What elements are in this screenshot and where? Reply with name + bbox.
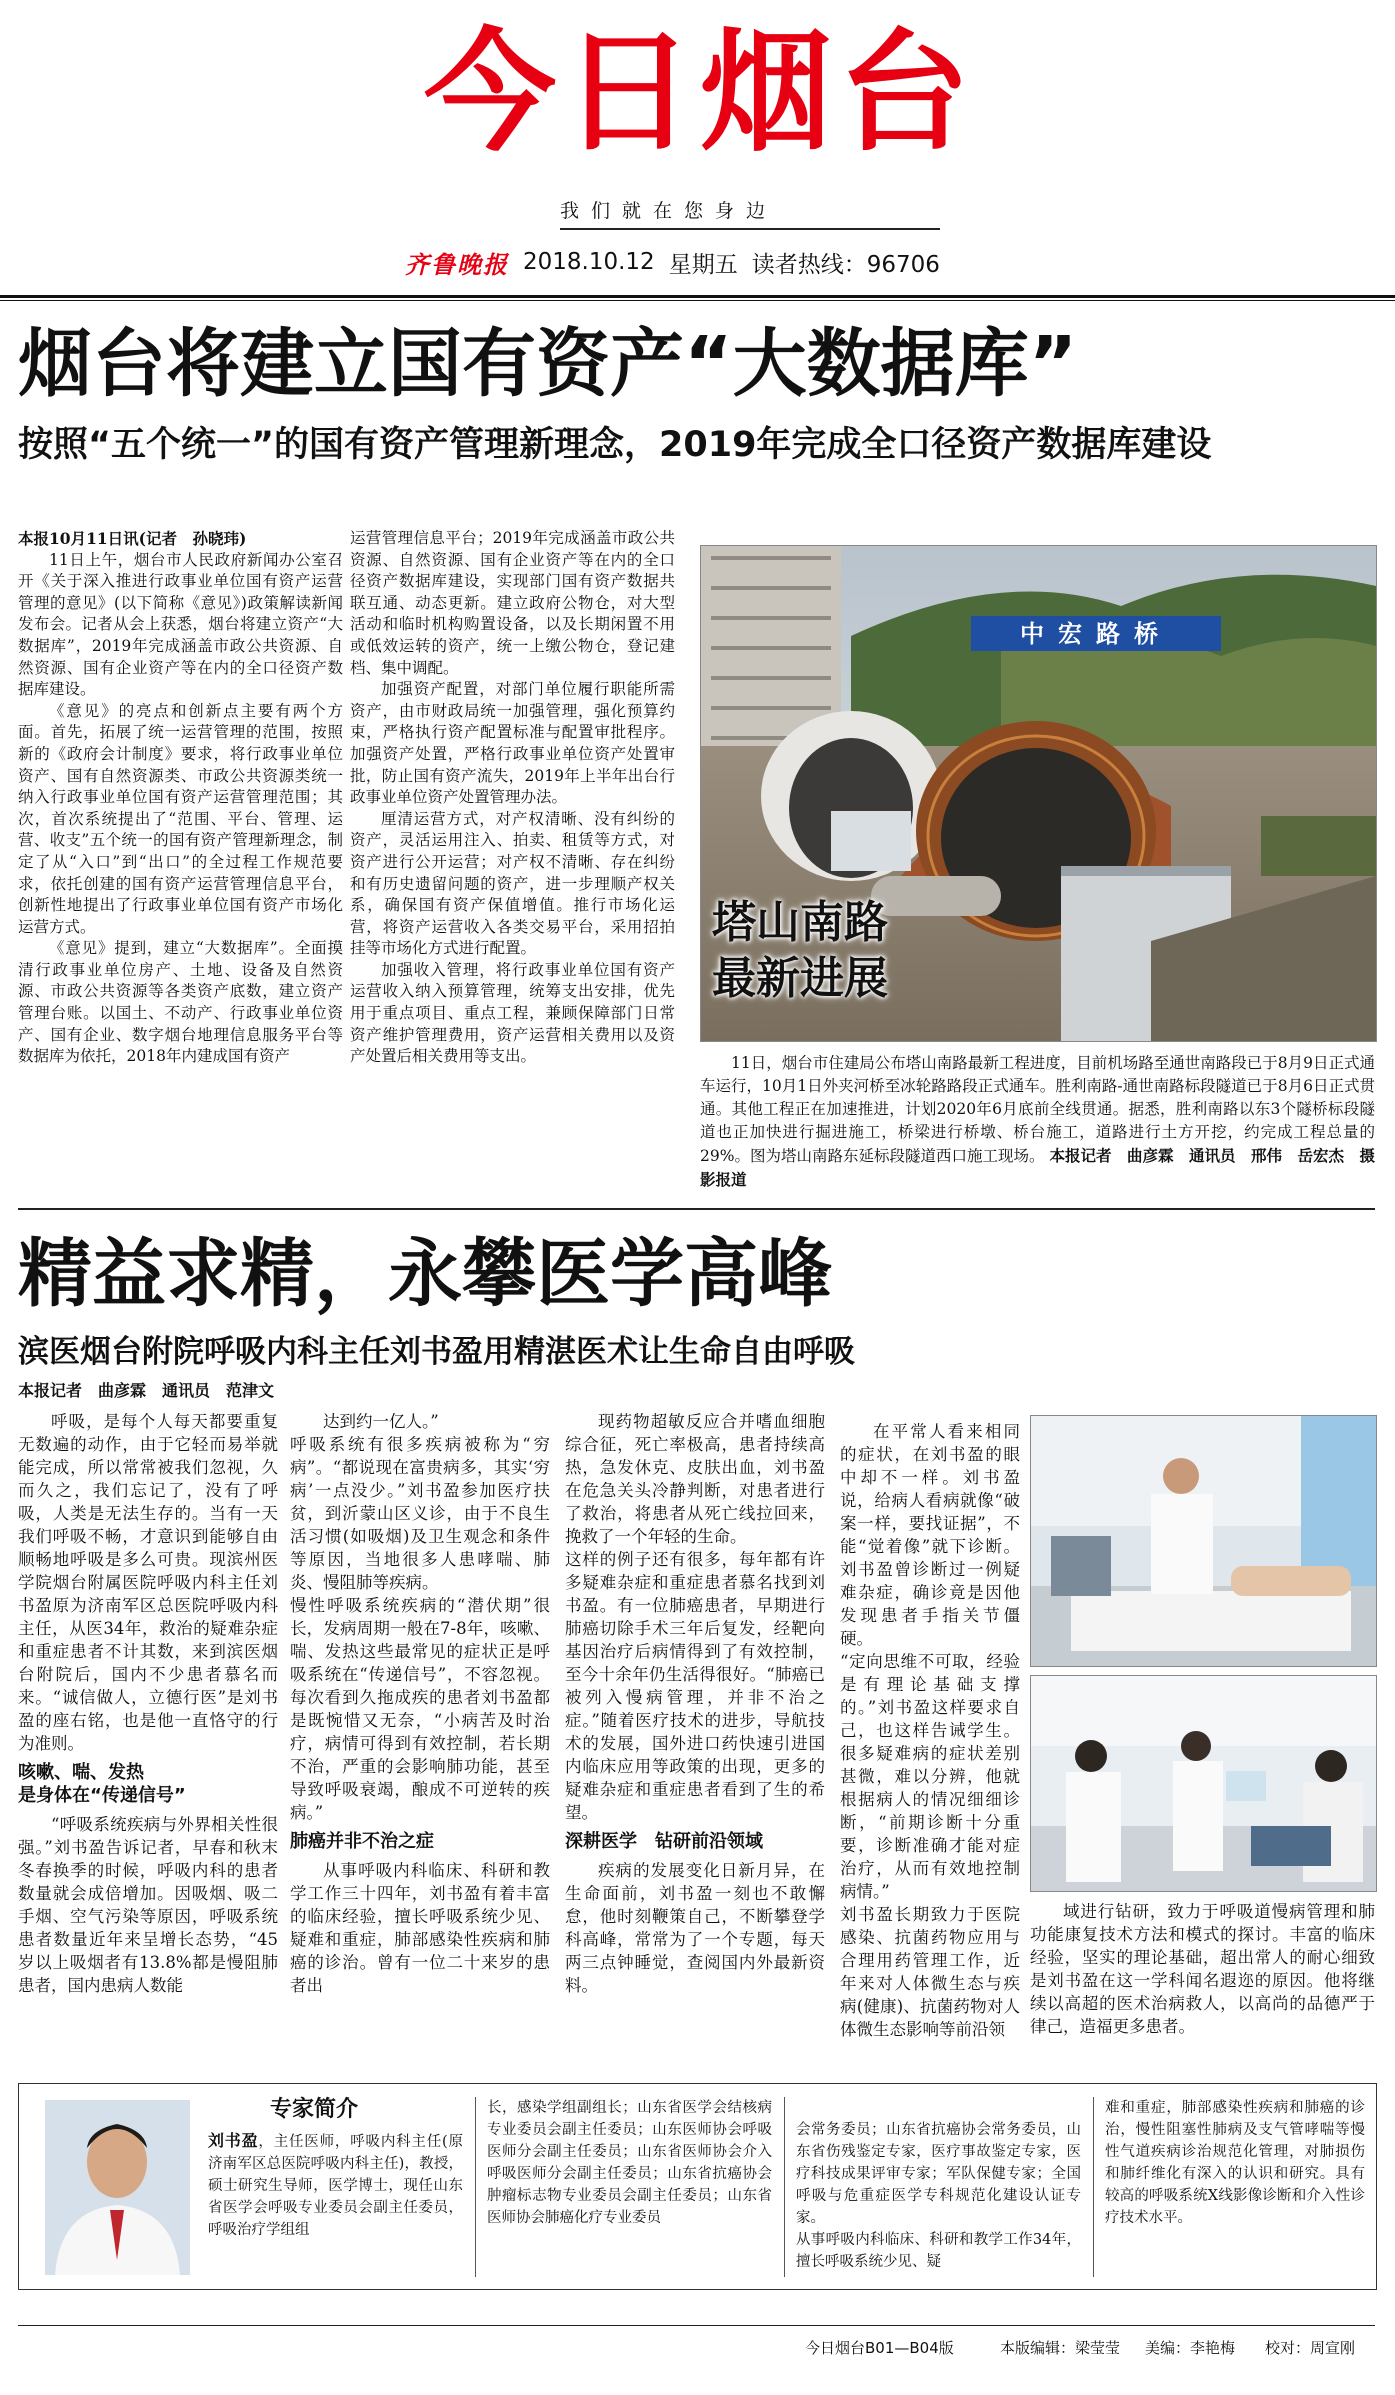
photo-caption-text: 11日，烟台市住建局公布塔山南路最新工程进度，目前机场路至通世南路段已于8月9日正式通车运行，10月1日外夹河桥至冰轮路路段正式通车。胜利南路-通世南路标段隧道已于8月6日正式贯通。其他工程正在加速推进，计划2020年6月底前全线贯通。据悉，胜利南路以东3个隧桥标段隧道也正加快进行掘进施工，桥梁进行桥墩、桥台施工，道路进行土方开挖，约完成工程总量的29%。图为塔山南路东延标段隧道西口施工现场。 xyxy=(700,1054,1375,1165)
article2-paragraph: 域进行钻研，致力于呼吸道慢病管理和肺功能康复技术方法和模式的探讨。丰富的临床经验，坚实的理论基础，超出常人的耐心细致是刘书盈在这一学科闻名遐迩的原因。他将继续以高超的医术治病救人，以高尚的品德严于律己，造福更多患者。 xyxy=(1030,1902,1375,2036)
expert-bio-text: ，主任医师，呼吸内科主任(原济南军区总医院呼吸内科主任)，教授，硕士研究生导师，医学博士，现任山东省医学会呼吸专业委员会副主任委员，呼吸治疗学组组 xyxy=(208,2134,463,2238)
doctor-consult-photo xyxy=(1030,1675,1377,1892)
footer-page-range: 今日烟台B01—B04版 xyxy=(805,2339,954,2357)
masthead-info-bar xyxy=(405,242,940,282)
article2-column-1 xyxy=(18,1410,278,2070)
footer-proofreader: 校对：周宣刚 xyxy=(1265,2339,1356,2357)
footer-editor: 本版编辑：梁莹莹 xyxy=(1000,2339,1121,2357)
article2-column-2 xyxy=(290,1410,550,2070)
section-divider xyxy=(18,1208,1375,1210)
footer-designer: 美编：李艳梅 xyxy=(1145,2339,1236,2357)
expert-bio-text: 会常务委员；山东省抗癌协会常务委员，山东省伤残鉴定专家，医疗事故鉴定专家，医疗科技成果评审专家；军队保健专家；全国呼吸与危重症医学专科规范化建设认证专家。 从事呼吸内科临床、科研和教学工作34年，擅长呼吸系统少见、疑 xyxy=(796,2122,1081,2270)
article1-paragraph: 加强资产配置，对部门单位履行职能所需资产，由市财政局统一加强管理，强化预算约束，严格执行资产配置标准与配置审批程序。加强资产处置，严格行政事业单位资产处置审批，防止国有资产流失，2019年上半年出台行政事业单位资产处置管理办法。 xyxy=(350,680,675,807)
reader-hotline: 读者热线：96706 xyxy=(751,251,940,278)
article2-paragraph: “呼吸系统疾病与外界相关性很强。”刘书盈告诉记者，早春和秋末冬春换季的时候，呼吸内科的患者数量就会成倍增加。因吸烟、吸二手烟、空气污染等原因，呼吸系统患者数量近年来呈增长态势，“45岁以上吸烟者有13.8%都是慢阻肺患者，国内患病人数能 xyxy=(18,1815,278,1995)
photo-credit: 本报记者 曲彦霖 通讯员 邢伟 岳宏杰 摄影报道 xyxy=(700,1146,1375,1189)
expert-bio-text: 难和重症，肺部感染性疾病和肺癌的诊治，慢性阻塞性肺病及支气管哮喘等慢性气道疾病诊治规范化管理，对肺损伤和肺纤维化有深入的认识和研究。具有较高的呼吸系统X线影像诊断和介入性诊疗技术水平。 xyxy=(1105,2100,1365,2226)
article2-column-4 xyxy=(840,1420,1020,2070)
newspaper-brand: 齐鲁晚报 xyxy=(405,250,509,279)
article1-column-1 xyxy=(18,528,343,1203)
article1-paragraph: 11日上午，烟台市人民政府新闻办公室召开《关于深入推进行政事业单位国有资产运营管理的意见》(以下简称《意见》)政策解读新闻发布会。记者从会上获悉，烟台将建立资产“大数据库”，2019年完成涵盖市政公共资源、自然资源、国有企业资产等在内的全口径资产数据库建设。 xyxy=(18,550,343,699)
doctor-consult-photo-image xyxy=(1031,1676,1376,1891)
footer-rule xyxy=(18,2325,1375,2326)
photo-overlay-title: 塔山南路 最新进展 xyxy=(712,897,888,1004)
article2-subhead: 滨医烟台附院呼吸内科主任刘书盈用精湛医术让生命自由呼吸 xyxy=(18,1334,855,1370)
expert-bio-column-1 xyxy=(208,2130,463,2280)
expert-bio-column-4 xyxy=(1105,2097,1365,2282)
expert-portrait-image xyxy=(45,2100,190,2275)
article2-subheading-1: 咳嗽、喘、发热 是身体在“传递信号” xyxy=(18,1762,186,1806)
article2-byline: 本报记者 曲彦霖 通讯员 范津文 xyxy=(18,1381,275,1400)
masthead-slogan: 我们就在您身边 xyxy=(560,200,778,222)
article1-paragraph: 加强收入管理，将行政事业单位国有资产运营收入纳入预算管理，统筹支出安排，优先用于重点项目、重点工程，兼顾保障部门日常资产维护管理费用，资产运营相关费用以及资产处置后相关费用等支出。 xyxy=(350,960,675,1066)
photo-caption xyxy=(700,1052,1375,1202)
article2-paragraph: 现药物超敏反应合并嗜血细胞综合征，死亡率极高，患者持续高热，急发休克、皮肤出血，刘书盈在危急关头冷静判断，对患者进行了救治，将患者从死亡线拉回来，挽救了一个年轻的生命。 这样的例子还有很多，每年都有许多疑难杂症和重症患者慕名找到刘书盈。有一位肺癌患者，早期进行肺癌切除手术三年后复发，经靶向基因治疗后病情得到了有效控制，至今十余年仍生活得很好。“肺癌已被列入慢病管理，并非不治之症。”随着医疗技术的进步，导航技术的发展，国外进口药快速引进国内临床应用等政策的出现，更多的疑难杂症和重症患者看到了生的希望。 xyxy=(565,1412,825,1822)
article2-column-3 xyxy=(565,1410,825,2070)
expert-bio-text: 长，感染学组副组长；山东省医学会结核病专业委员会副主任委员；山东医师协会呼吸医师分会副主任委员；山东省医师协会介入呼吸医师分会副主任委员；山东省抗癌协会肿瘤标志物专业委员会副主任委员；山东省医师协会肺癌化疗专业委员 xyxy=(487,2100,772,2226)
doctor-ward-photo xyxy=(1030,1415,1377,1667)
expert-column-divider xyxy=(1093,2097,1094,2277)
article2-paragraph: 从事呼吸内科临床、科研和教学工作三十四年，刘书盈有着丰富的临床经验，擅长呼吸系统少见、疑难和重症，肺部感染性疾病和肺癌的诊治。曾有一位二十来岁的患者出 xyxy=(290,1861,550,1995)
article2-paragraph: 疾病的发展变化日新月异，在生命面前，刘书盈一刻也不敢懈怠，他时刻鞭策自己，不断攀登学科高峰，常常为了一个专题，每天两三点钟睡觉，查阅国内外最新资料。 xyxy=(565,1861,825,1995)
article2-paragraph: 呼吸，是每个人每天都要重复无数遍的动作，由于它轻而易举就能完成，所以常常被我们忽视，久而久之，我们忘记了，没有了呼吸，人类是无法生存的。当有一天我们呼吸不畅，才意识到能够自由顺畅地呼吸是多么可贵。现滨州医学院烟台附属医院呼吸内科主任刘书盈原为济南军区总医院呼吸内科主任，从医34年，救治的疑难杂症和重症患者不计其数，来到滨医烟台附院后，国内不少患者慕名而来。“诚信做人，立德行医”是刘书盈的座右铭，也是他一直恪守的行为准则。 xyxy=(18,1412,278,1753)
expert-column-divider xyxy=(475,2097,476,2277)
expert-bio-column-3 xyxy=(796,2097,1081,2282)
article2-subheading-3: 深耕医学 钻研前沿领域 xyxy=(565,1831,763,1852)
article2-headline: 精益求精，永攀医学高峰 xyxy=(18,1231,832,1317)
masthead-title: 今日烟台 xyxy=(424,16,976,170)
article1-paragraph: 《意见》的亮点和创新点主要有两个方面。首先，拓展了统一运营管理的范围，按照新的《政府会计制度》要求，将行政事业单位资产、国有自然资源类、市政公共资源类统一纳入行政事业单位国有资产运营管理范围；其次，首次系统提出了“范围、平台、管理、运营、收支”五个统一的国有资产管理新理念，制定了从“入口”到“出口”的全过程工作规范要求，依托创建的国有资产运营管理信息平台，创新性地提出了行政事业单位国有资产市场化运营方式。 xyxy=(18,701,343,936)
article1-paragraph: 厘清运营方式，对产权清晰、没有纠纷的资产，灵活运用注入、拍卖、租赁等方式，对资产进行公开运营；对产权不清晰、存在纠纷和有历史遗留问题的资产，进一步理顺产权关系，确保国有资产保值增值。推行市场化运营，将资产运营收入各类交易平台，采用招拍挂等市场化方式进行配置。 xyxy=(350,809,675,958)
expert-portrait xyxy=(45,2100,190,2275)
expert-name: 刘书盈 xyxy=(208,2131,259,2150)
doctor-ward-photo-image xyxy=(1031,1416,1376,1666)
issue-date: 2018.10.12 xyxy=(523,249,655,275)
article2-subheading-2: 肺癌并非不治之症 xyxy=(290,1831,434,1852)
masthead-rule xyxy=(0,295,1395,298)
issue-weekday: 星期五 xyxy=(668,251,738,278)
article1-paragraph: 运营管理信息平台；2019年完成涵盖市政公共资源、自然资源、国有企业资产等在内的全口径资产数据库建设，实现部门国有资产数据共联互通、动态更新。建立政府公物仓，对大型活动和临时机构购置设备，以及长期闲置不用或低效运转的资产，统一上缴公物仓，登记建档、集中调配。 xyxy=(350,529,675,677)
article1-column-2 xyxy=(350,528,675,1203)
article1-paragraph: 《意见》提到，建立“大数据库”。全面摸清行政事业单位房产、土地、设备及自然资源、市政公共资源等各类资产底数，建立资产管理台账。以国土、不动产、行政事业单位资产、国有企业、数字烟台地理信息服务平台等数据库为依托，2018年内建成国有资产 xyxy=(18,939,343,1066)
slogan-divider xyxy=(560,228,940,230)
article2-paragraph: 达到约一亿人。” 呼吸系统有很多疾病被称为“穷病”。“都说现在富贵病多，其实‘穷病’一点没少。”刘书盈参加医疗扶贫，到沂蒙山区义诊，由于不良生活习惯(如吸烟)及卫生观念和条件等原因，当地很多人患哮喘、肺炎、慢阻肺等疾病。 慢性呼吸系统疾病的“潜伏期”很长，发病周期一般在7-8年，咳嗽、喘、发热这些最常见的症状正是呼吸系统在“传递信号”，不容忽视。每次看到久拖成疾的患者刘书盈都是既惋惜又无奈，“小病苦及时治疗，病情可得到有效控制，若长期不治，严重的会影响肺功能，甚至导致呼吸衰竭，酿成不可逆转的疾病。” xyxy=(290,1412,550,1822)
article1-subhead: 按照“五个统一”的国有资产管理新理念，2019年完成全口径资产数据库建设 xyxy=(18,425,1212,465)
article2-column-5 xyxy=(1030,1900,1375,2070)
expert-bio-column-2 xyxy=(487,2097,772,2282)
article1-dateline: 本报10月11日讯(记者 孙晓玮) xyxy=(18,529,247,548)
article2-paragraph: 在平常人看来相同的症状，在刘书盈的眼中却不一样。刘书盈说，给病人看病就像“破案一样，要找证据”，不能“觉着像”就下诊断。刘书盈曾诊断过一例疑难杂症，确诊竟是因他发现患者手指关节僵硬。 “定向思维不可取，经验是有理论基础支撑的。”刘书盈这样要求自己，也这样告诫学生。很多疑难病的症状差别甚微，难以分辨，他就根据病人的情况细细诊断，“前期诊断十分重要，诊断准确才能对症治疗，从而有效地控制病情。” 刘书盈长期致力于医院感染、抗菌药物应用与合理用药管理工作，近年来对人体微生态与疾病(健康)、抗菌药物对人体微生态影响等前沿领 xyxy=(840,1422,1020,2039)
construction-sign-text: 中宏路桥 xyxy=(1020,620,1172,648)
expert-box-title: 专家简介 xyxy=(270,2097,359,2122)
expert-column-divider xyxy=(784,2097,785,2277)
article1-headline: 烟台将建立国有资产“大数据库” xyxy=(18,321,1078,407)
masthead-rule-thin xyxy=(0,300,1395,301)
